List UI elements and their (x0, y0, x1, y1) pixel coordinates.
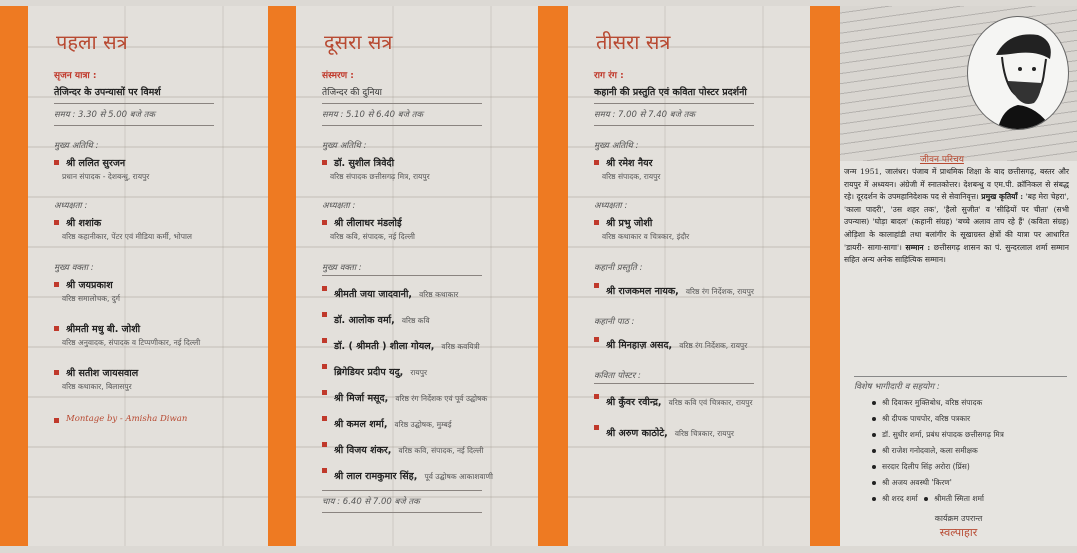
speaker-item (322, 464, 524, 483)
speaker-desc: वरिष्ठ कवयित्री (441, 342, 480, 351)
orange-stripe-2 (268, 6, 296, 546)
chair-desc: वरिष्ठ कवि, संपादक, नई दिल्ली (330, 232, 415, 241)
chair-name: श्री प्रभु जोशी (594, 216, 796, 229)
contributors-section (854, 376, 1067, 510)
speaker-desc: पूर्व उद्घोषक आकाशवाणी (424, 472, 493, 481)
honor-label: सम्मान : (905, 242, 931, 252)
speaker-item (322, 334, 524, 353)
story-desc: वरिष्ठ रंग निर्देशक, रायपुर (685, 287, 754, 296)
subject-label: सृजन यात्रा : (54, 71, 97, 81)
chair-label: अध्यक्षता : (54, 201, 88, 211)
chair-desc: वरिष्ठ कहानीकार, पेंटर एवं मीडिया कर्मी, भोपाल (62, 232, 193, 241)
speaker-item (322, 438, 524, 457)
divider (322, 275, 482, 276)
divider (54, 125, 214, 126)
panel-first-session (28, 6, 268, 546)
reading-name: श्री मिनहाज़ असद, (606, 340, 673, 351)
speaker-name: श्री मिर्जा मसूद, (334, 393, 389, 404)
time-text: समय : 7.00 से 7.40 बजे तक (594, 110, 695, 120)
speaker-desc: रायपुर (410, 368, 428, 377)
time-text: समय : 3.30 से 5.00 बजे तक (54, 110, 155, 120)
panel-title: तीसरा सत्र (596, 30, 671, 54)
divider (322, 125, 482, 126)
contrib-item: श्री राजेश गनोदवाले, कला समीक्षक (854, 446, 1067, 456)
speaker-name: ब्रिगेडियर प्रदीप यदु, (334, 367, 404, 378)
speaker-desc: वरिष्ठ अनुवादक, संपादक व टिप्पणीकार, नई दिल्ली (62, 338, 201, 347)
bio-text (844, 166, 1069, 267)
reading-desc: वरिष्ठ रंग निर्देशक, रायपुर (679, 341, 748, 350)
poster-item (594, 390, 796, 409)
divider (322, 490, 482, 491)
speaker-name: श्री जयप्रकाश (54, 278, 254, 291)
speaker-name: श्री विजय शंकर, (334, 445, 392, 456)
orange-stripe-4 (810, 6, 840, 546)
divider (594, 383, 754, 384)
contrib-item: श्री दिवाकर मुक्तिबोध, वरिष्ठ संपादक (854, 398, 1067, 408)
contrib-item: डॉ. सुधीर शर्मा, प्रबंध संपादक छत्तीसगढ़ मित्र (854, 430, 1067, 440)
story-name: श्री राजकमल नायक, (606, 286, 679, 297)
chair-name: श्री लीलाधर मंडलोई (322, 216, 524, 229)
poster-name: श्री अरुण काठोटे, (606, 428, 668, 439)
contrib-item: सरदार दिलीप सिंह अरोरा (प्रिंस) (854, 462, 1067, 472)
poster-name: श्री कुँवर रवीन्द्र, (606, 397, 662, 408)
speaker-label: मुख्य वक्ता : (54, 263, 94, 273)
story-item (594, 279, 796, 298)
chair-desc: वरिष्ठ कथाकार व चित्रकार, इंदौर (602, 232, 690, 241)
bio-heading: जीवन परिचय (920, 155, 964, 165)
speaker-desc: वरिष्ठ कथाकार (419, 290, 459, 299)
poster-item (594, 421, 796, 440)
contrib-item: श्री अजय अवस्थी 'किरण' (854, 478, 1067, 488)
footer-small: कार्यक्रम उपरान्त (934, 514, 983, 523)
speaker-item (322, 412, 524, 431)
tea-time: चाय : 6.40 से 7.00 बजे तक (322, 497, 420, 507)
chief-guest-name: डॉ. सुशील त्रिवेदी (322, 156, 524, 169)
subject-label: राग रंग : (594, 71, 624, 81)
speaker-desc: वरिष्ठ रंग निर्देशक एवं पूर्व उद्घोषक (395, 394, 488, 403)
divider (54, 103, 214, 104)
speaker-desc: वरिष्ठ कवि (401, 316, 430, 325)
chief-guest-label: मुख्य अतिथि : (594, 141, 639, 151)
chair-label: अध्यक्षता : (322, 201, 356, 211)
chief-guest-desc: वरिष्ठ संपादक, रायपुर (602, 172, 661, 181)
contrib-item: श्री शरद शर्मा श्रीमती स्मिता शर्मा (854, 494, 1067, 504)
speaker-name: डॉ. आलोक वर्मा, (334, 315, 395, 326)
contrib-label: विशेष भागीदारी व सहयोग : (854, 382, 940, 392)
panel-title: पहला सत्र (56, 30, 128, 54)
panel-third-session (568, 6, 810, 546)
speaker-name: श्री सतीश जायसवाल (54, 366, 254, 379)
speaker-name: श्री लाल रामकुमार सिंह, (334, 471, 418, 482)
divider (594, 125, 754, 126)
speaker-item (322, 360, 524, 379)
speaker-desc: वरिष्ठ उद्घोषक, मुम्बई (394, 420, 452, 429)
contrib-item: श्री दीपक पाचपोर, वरिष्ठ पत्रकार (854, 414, 1067, 424)
chair-name: श्री शशांक (54, 216, 254, 229)
speaker-item (322, 386, 524, 405)
speaker-item (322, 308, 524, 327)
poster-desc: वरिष्ठ चित्रकार, रायपुर (674, 429, 734, 438)
speaker-desc: वरिष्ठ कवि, संपादक, नई दिल्ली (398, 446, 484, 455)
reading-label: कहानी पाठ : (594, 317, 635, 327)
chief-guest-desc: वरिष्ठ संपादक छत्तीसगढ़ मित्र, रायपुर (330, 172, 430, 181)
panel-biography (840, 6, 1077, 546)
chief-guest-name: श्री रमेश नैयर (594, 156, 796, 169)
speaker-name: श्रीमती मधु बी. जोशी (54, 322, 254, 335)
panel-second-session (296, 6, 538, 546)
chief-guest-label: मुख्य अतिथि : (322, 141, 367, 151)
divider (322, 512, 482, 513)
author-portrait (967, 16, 1069, 130)
subject-text: कहानी की प्रस्तुति एवं कविता पोस्टर प्रदर्शनी (594, 87, 747, 98)
chair-label: अध्यक्षता : (594, 201, 628, 211)
montage-credit: Montage by - Amisha Diwan (54, 414, 254, 424)
subject-text: तेजिन्दर के उपन्यासों पर विमर्श (54, 87, 161, 98)
speaker-name: डॉ. ( श्रीमती ) शीला गोयल, (334, 341, 435, 352)
speaker-desc: वरिष्ठ कथाकार, बिलासपुर (62, 382, 132, 391)
orange-stripe-3 (538, 6, 568, 546)
poster-label: कविता पोस्टर : (594, 371, 641, 381)
bio-intro: जन्म 1951, जालंधर। पंजाब में प्राथमिक शिक्षा के बाद छत्तीसगढ़, बस्तर और रायपुर में अध्ययन। अंग्रेजी में स्नातकोत्तर। देशबन्धु व एम.पी. क्रॉनिकल से संबद्ध रहे। दूरदर्शन के उपमहानिदेशक पद से सेवानिवृत्त। (844, 167, 1069, 202)
chief-guest-desc: प्रधान संपादक - देशबन्धु, रायपुर (62, 172, 150, 181)
chief-guest-name: श्री ललित सुरजन (54, 156, 254, 169)
panel-title: दूसरा सत्र (324, 30, 393, 54)
divider (322, 103, 482, 104)
speaker-item (322, 282, 524, 301)
honor-text: छत्तीसगढ़ शासन का पं. सुन्दरलाल शर्मा सम्मान सहित अन्य अनेक साहित्यिक सम्मान। (844, 242, 1070, 265)
speaker-label: मुख्य वक्ता : (322, 263, 362, 273)
works-label: प्रमुख कृतियाँ : (981, 192, 1024, 202)
divider (594, 103, 754, 104)
speaker-desc: वरिष्ठ समालोचक, दुर्ग (62, 294, 121, 303)
orange-stripe-1 (0, 6, 28, 546)
time-text: समय : 5.10 से 6.40 बजे तक (322, 110, 423, 120)
subject-text: तेजिन्दर की दुनिया (322, 88, 383, 98)
footer-refreshments: स्वल्पाहार (939, 526, 978, 539)
chief-guest-label: मुख्य अतिथि : (54, 141, 99, 151)
works-text: 'बह मेरा चेहरा', 'काला पादरी', 'उस शहर तक', 'हैलो सुजीत' व 'सीढ़ियों पर चीता' (सभी उपन्यास) 'घोड़ा बादल' (कहानी संग्रह) 'बच्चे अलाव ताप रहे हैं' (कविता संग्रह) ओड़िशा के कालाहांडी तथा बलांगीर के सूखाग्रस्त क्षेत्रों की यात्रा पर आधारित 'डायरी- सागा-सागा'। (844, 192, 1070, 252)
poster-desc: वरिष्ठ कवि एवं चित्रकार, रायपुर (668, 398, 753, 407)
portrait-sketch (968, 17, 1068, 129)
subject-label: संस्मरण : (322, 71, 354, 81)
reading-item (594, 333, 796, 352)
story-label: कहानी प्रस्तुति : (594, 263, 643, 273)
speaker-name: श्री कमल शर्मा, (334, 419, 388, 430)
speaker-name: श्रीमती जया जादवानी, (334, 289, 413, 300)
